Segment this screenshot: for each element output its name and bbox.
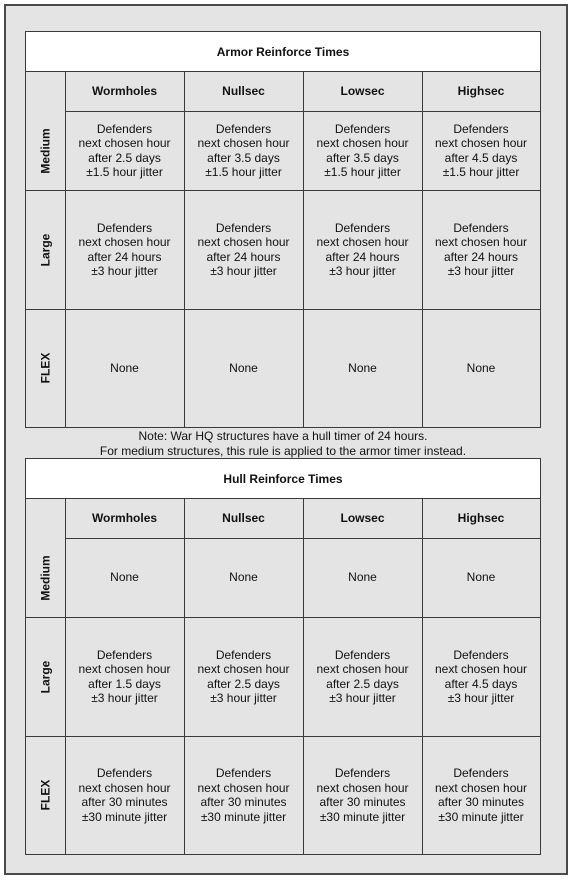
grid-line: [26, 309, 540, 310]
table-cell: Defenders next chosen hour after 24 hours ±3 hour jitter: [197, 220, 290, 278]
table-cell: Defenders next chosen hour after 2.5 days ±3 hour jitter: [197, 647, 290, 705]
column-header-nullsec: Nullsec: [222, 511, 265, 526]
row-label-flex: [26, 309, 65, 427]
grid-line: [65, 72, 66, 427]
row-label-text: Large: [38, 233, 53, 266]
grid-line: [422, 72, 423, 427]
table-cell: None: [110, 360, 139, 375]
note-line: For medium structures, this rule is applied to the armor timer instead.: [99, 444, 467, 458]
table-cell: Defenders next chosen hour after 30 minutes ±30 minute jitter: [434, 766, 528, 824]
column-header-nullsec: Nullsec: [222, 84, 265, 99]
table-cell: Defenders next chosen hour after 30 minutes ±30 minute jitter: [78, 766, 171, 824]
row-label-text: FLEX: [38, 779, 53, 811]
table-cell: Defenders next chosen hour after 2.5 days ±3 hour jitter: [316, 647, 409, 705]
column-header-wormholes: Wormholes: [91, 511, 158, 526]
table-title: Hull Reinforce Times: [26, 459, 540, 499]
table-title: Armor Reinforce Times: [26, 32, 540, 72]
row-label-large: [26, 190, 65, 309]
grid-line: [303, 499, 304, 854]
hull-reinforce-table: [25, 458, 541, 855]
note-line: Note: War HQ structures have a hull timer of 24 hours.: [138, 429, 428, 443]
grid-line: [422, 499, 423, 854]
table-cell: Defenders next chosen hour after 24 hours ±3 hour jitter: [434, 220, 528, 278]
table-cell: None: [466, 570, 496, 585]
table-cell: Defenders next chosen hour after 30 minutes ±30 minute jitter: [316, 766, 409, 824]
armor-reinforce-table: [25, 31, 541, 428]
table-cell: None: [229, 570, 258, 585]
table-cell: None: [229, 360, 258, 375]
column-header-highsec: Highsec: [457, 84, 505, 99]
row-label-medium: [26, 538, 65, 617]
table-cell: Defenders next chosen hour after 24 hours ±3 hour jitter: [316, 220, 409, 278]
table-cell: Defenders next chosen hour after 2.5 days ±1.5 hour jitter: [78, 121, 171, 179]
grid-line: [65, 499, 66, 854]
table-cell: None: [348, 570, 377, 585]
column-header-highsec: Highsec: [457, 511, 505, 526]
table-cell: None: [466, 360, 496, 375]
table-cell: Defenders next chosen hour after 4.5 days ±3 hour jitter: [434, 647, 528, 705]
grid-line: [303, 72, 304, 427]
column-header-lowsec: Lowsec: [340, 84, 385, 99]
table-cell: Defenders next chosen hour after 3.5 days ±1.5 hour jitter: [316, 121, 409, 179]
grid-line: [184, 72, 185, 427]
column-header-lowsec: Lowsec: [340, 511, 385, 526]
grid-line: [26, 190, 540, 191]
grid-line: [26, 617, 540, 618]
table-cell: Defenders next chosen hour after 30 minutes ±30 minute jitter: [197, 766, 290, 824]
table-cell: None: [110, 570, 139, 585]
war-hq-note: [25, 429, 541, 459]
table-cell: Defenders next chosen hour after 24 hours ±3 hour jitter: [78, 220, 171, 278]
table-cell: Defenders next chosen hour after 1.5 days ±3 hour jitter: [78, 647, 171, 705]
table-cell: Defenders next chosen hour after 3.5 days ±1.5 hour jitter: [197, 121, 290, 179]
row-label-medium: [26, 111, 65, 190]
grid-line: [26, 736, 540, 737]
row-label-large: [26, 617, 65, 736]
grid-line: [184, 499, 185, 854]
row-label-flex: [26, 736, 65, 854]
table-cell: None: [348, 360, 377, 375]
row-label-text: Large: [38, 660, 53, 693]
row-label-text: FLEX: [38, 352, 53, 384]
column-header-wormholes: Wormholes: [91, 84, 158, 99]
row-label-text: Medium: [38, 127, 53, 174]
table-cell: Defenders next chosen hour after 4.5 days ±1.5 hour jitter: [434, 121, 528, 179]
row-label-text: Medium: [38, 554, 53, 601]
